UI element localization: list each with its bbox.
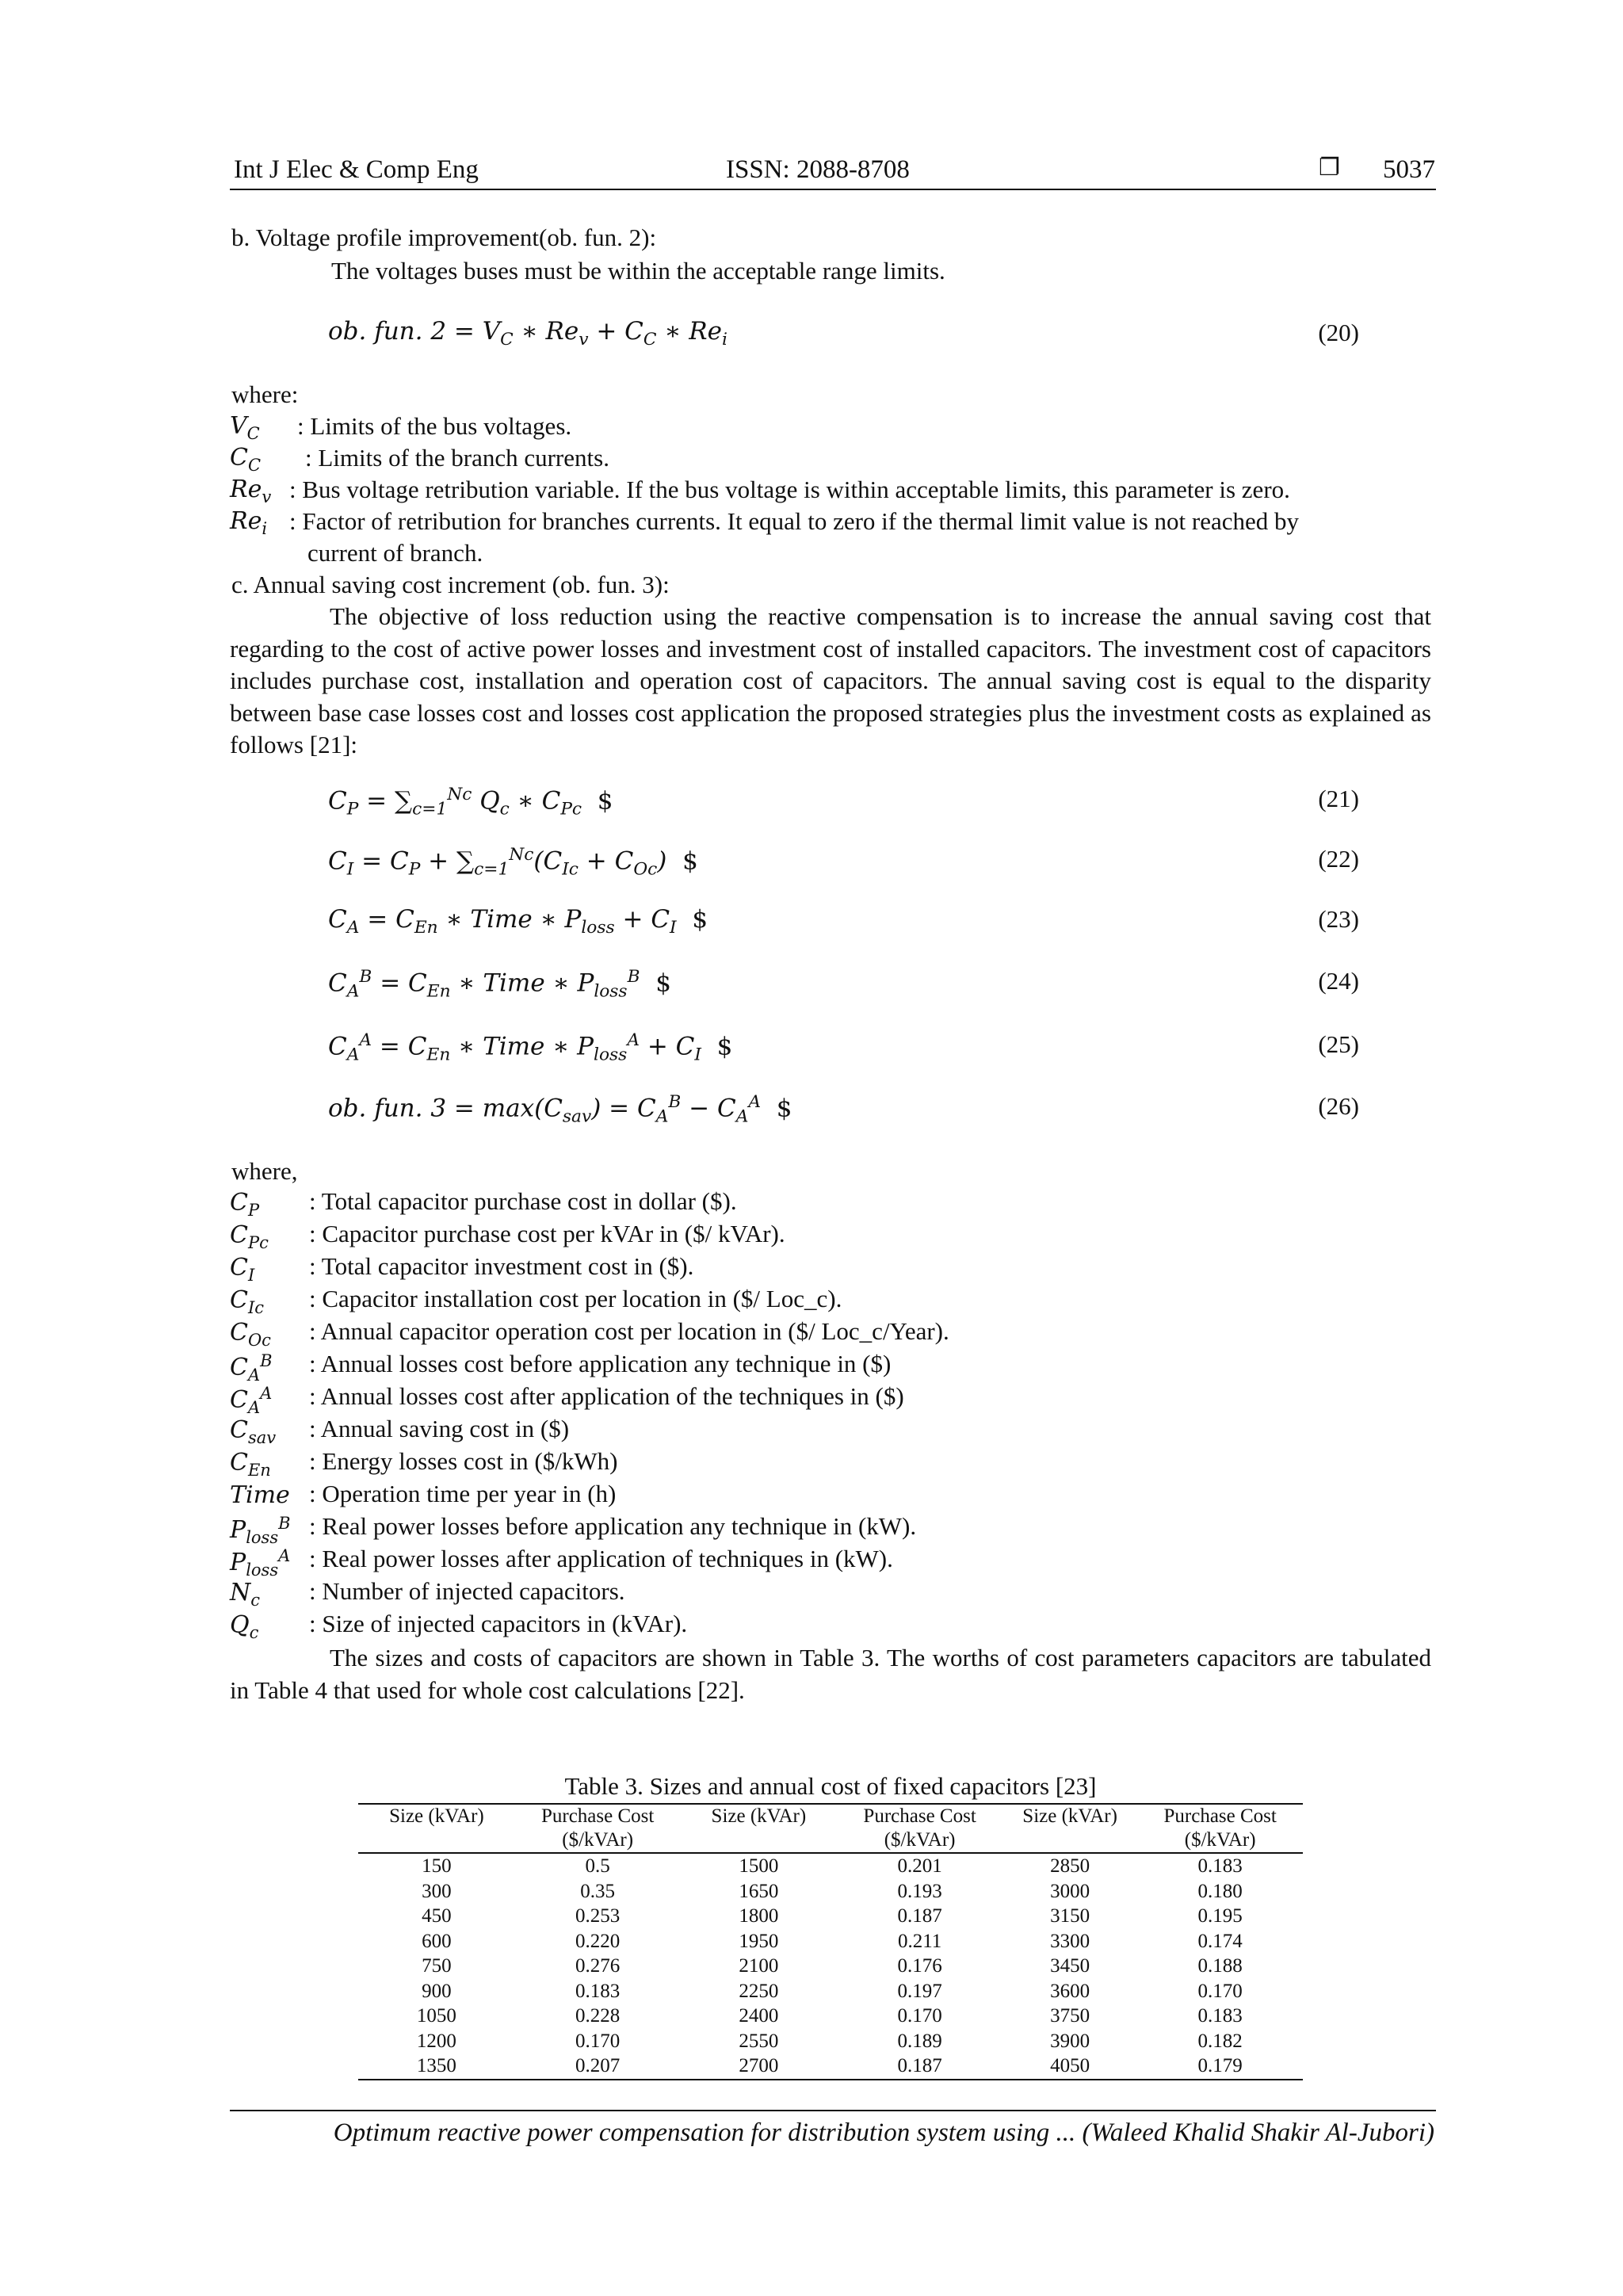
table-row bbox=[358, 1904, 1303, 1929]
where-label-1: where: bbox=[231, 380, 299, 408]
table-cell: 0.228 bbox=[575, 2005, 621, 2027]
table-cell: 2400 bbox=[739, 2005, 779, 2027]
equation-25: $C_A^A = C_{En}$ ∗ Time ∗ $P_{loss}^A + C_I$ $ bbox=[328, 1030, 733, 1065]
eq-number-20: (20) bbox=[1318, 319, 1359, 346]
header-size-2: Size (kVAr) bbox=[680, 1804, 837, 1853]
eq-number-25: (25) bbox=[1318, 1030, 1359, 1058]
table-cell: 2550 bbox=[739, 2030, 779, 2052]
table-cell: 0.187 bbox=[837, 2053, 1002, 2080]
box-icon: ❐ bbox=[1319, 154, 1340, 181]
symbol-qc: $Q_c$ bbox=[230, 1611, 259, 1642]
table-row bbox=[358, 2053, 1303, 2080]
eq-number-23: (23) bbox=[1318, 905, 1359, 933]
table-cell: 0.176 bbox=[897, 1955, 942, 1977]
table-cell: 0.5 bbox=[585, 1855, 610, 1877]
section-c-title: c. Annual saving cost increment (ob. fun. 3): bbox=[231, 571, 670, 598]
symbol-nc: $N_c$ bbox=[230, 1579, 261, 1610]
table-cell: 0.35 bbox=[580, 1880, 616, 1902]
equation-20: ob. fun. $2 = V_C$ ∗ $Re_v + C_C$ ∗ $Re_i$ bbox=[328, 317, 727, 350]
def-rei-cont: current of branch. bbox=[307, 539, 483, 567]
page-number: 5037 bbox=[1383, 155, 1435, 184]
table-row bbox=[358, 1929, 1303, 1954]
table-cell: 600 bbox=[422, 1930, 452, 1952]
section-b-title: b. Voltage profile improvement(ob. fun. 2): bbox=[231, 223, 657, 251]
table-cell: 0.193 bbox=[897, 1880, 942, 1902]
table-cell: 0.174 bbox=[1197, 1930, 1243, 1952]
def-ci: : Total capacitor investment cost in ($). bbox=[309, 1252, 694, 1280]
table-row bbox=[358, 1954, 1303, 1979]
table-cell: 0.183 bbox=[575, 1980, 621, 2002]
table-cell: 0.170 bbox=[897, 2005, 942, 2027]
footer-text: Optimum reactive power compensation for distribution system using ... (Waleed Khalid Shakir Al-Jubori) bbox=[333, 2118, 1434, 2147]
table-cell: 0.220 bbox=[575, 1930, 621, 1952]
def-caa: : Annual losses cost after application of the techniques in ($) bbox=[309, 1382, 904, 1410]
table-cell: 0.183 bbox=[1197, 2005, 1243, 2027]
table-cell: 450 bbox=[422, 1905, 452, 1927]
equation-26: ob. fun. $3 = \max(C_{sav}) = C_A^B - C_A^A$ $ bbox=[328, 1092, 792, 1127]
table-cell: 300 bbox=[422, 1880, 452, 1902]
table-cell: 3750 bbox=[1050, 2005, 1090, 2027]
closing-paragraph: The sizes and costs of capacitors are shown in Table 3. The worths of cost parameters capacitors are tabulated in Table 4 that used for whole cost calculations [22]. bbox=[230, 1644, 1431, 1704]
def-coc: : Annual capacitor operation cost per location in ($/ Loc_c/Year). bbox=[309, 1317, 949, 1345]
def-rei: : Factor of retribution for branches currents. It equal to zero if the thermal limit value is not reached by bbox=[289, 507, 1299, 535]
table-cell: 0.170 bbox=[575, 2030, 621, 2052]
symbol-vc: $V_C$ bbox=[230, 412, 260, 443]
table-cell: 0.180 bbox=[1197, 1880, 1243, 1902]
table-cell: 3900 bbox=[1050, 2030, 1090, 2052]
table-cell: 1200 bbox=[416, 2030, 456, 2052]
symbol-cpc: $C_{Pc}$ bbox=[230, 1221, 269, 1252]
table-cell: 1350 bbox=[358, 2053, 515, 2080]
equation-21: $C_P = \sum_{c=1}^{Nc}$ $Q_c$ ∗ $C_{Pc}$ $ bbox=[328, 785, 613, 819]
symbol-plossa: $P_{loss}^A$ bbox=[230, 1546, 291, 1580]
table-caption: Table 3. Sizes and annual cost of fixed capacitors [23] bbox=[564, 1772, 1097, 1800]
def-cic: : Capacitor installation cost per location in ($/ Loc_c). bbox=[309, 1285, 842, 1312]
header-cost-3: Purchase Cost ($/kVAr) bbox=[1137, 1804, 1303, 1853]
table-cell: 0.253 bbox=[575, 1905, 621, 1927]
table-cell: 1650 bbox=[739, 1880, 779, 1902]
table-body bbox=[358, 1853, 1303, 2080]
table-cell: 3300 bbox=[1050, 1930, 1090, 1952]
table-cell: 2250 bbox=[739, 1980, 779, 2002]
table-cell: 0.189 bbox=[897, 2030, 942, 2052]
def-rev: : Bus voltage retribution variable. If the bus voltage is within acceptable limits, this parameter is zero. bbox=[289, 476, 1290, 503]
table-cell: 1950 bbox=[739, 1930, 779, 1952]
table-cell: 2850 bbox=[1050, 1855, 1090, 1877]
table-cell: 0.197 bbox=[897, 1980, 942, 2002]
def-csav: : Annual saving cost in ($) bbox=[309, 1415, 570, 1442]
where-label-2: where, bbox=[231, 1157, 298, 1185]
symbol-cc: $C_C$ bbox=[230, 444, 262, 475]
table-cell: 2100 bbox=[739, 1955, 779, 1977]
table-cell: 150 bbox=[422, 1855, 452, 1877]
symbol-csav: $C_{sav}$ bbox=[230, 1416, 277, 1447]
table-cell: 900 bbox=[422, 1980, 452, 2002]
section-c-paragraph: The objective of loss reduction using the reactive compensation is to increase the annual saving cost that regarding to the cost of active power losses and investment cost of installed capacitors. The investment cost of capacitors includes purchase cost, installation and operation cost of capacitors. The annual saving cost is equal to the disparity between base case losses cost and losses cost application the proposed strategies plus the investment costs as explained as follows [21]: bbox=[230, 602, 1431, 758]
table-cell: 0.183 bbox=[1197, 1855, 1243, 1877]
def-cab: : Annual losses cost before application any technique in ($) bbox=[309, 1350, 892, 1377]
symbol-cab: $C_A^B$ bbox=[230, 1351, 273, 1385]
equation-22: $C_I = C_P + \sum_{c=1}^{Nc}(C_{Ic} + C_{Oc})$ $ bbox=[328, 845, 698, 880]
table-cell: 0.187 bbox=[897, 1905, 942, 1927]
symbol-cic: $C_{Ic}$ bbox=[230, 1286, 265, 1317]
eq-number-26: (26) bbox=[1318, 1092, 1359, 1120]
equation-24: $C_A^B = C_{En}$ ∗ Time ∗ $P_{loss}^B$ $ bbox=[328, 967, 671, 1002]
def-cp: : Total capacitor purchase cost in dollar ($). bbox=[309, 1187, 737, 1215]
symbol-cp: $C_P$ bbox=[230, 1189, 260, 1220]
header-rule bbox=[230, 189, 1436, 190]
table-cell: 0.170 bbox=[1197, 1980, 1243, 2002]
symbol-plossb: $P_{loss}^B$ bbox=[230, 1514, 291, 1547]
def-qc: : Size of injected capacitors in (kVAr). bbox=[309, 1610, 688, 1637]
table-cell: 3600 bbox=[1050, 1980, 1090, 2002]
table-cell: 1050 bbox=[416, 2005, 456, 2027]
eq-number-24: (24) bbox=[1318, 967, 1359, 995]
table-cell: 0.207 bbox=[515, 2053, 681, 2080]
symbol-time: Time bbox=[230, 1481, 290, 1509]
table-3 bbox=[358, 1803, 1303, 2080]
table-cell: 1800 bbox=[739, 1905, 779, 1927]
table-cell: 0.201 bbox=[897, 1855, 942, 1877]
def-cpc: : Capacitor purchase cost per kVAr in ($/ kVAr). bbox=[309, 1220, 785, 1247]
table-cell: 1500 bbox=[739, 1855, 779, 1877]
symbol-caa: $C_A^A$ bbox=[230, 1384, 273, 1417]
footer-rule bbox=[230, 2110, 1436, 2111]
def-nc: : Number of injected capacitors. bbox=[309, 1577, 625, 1605]
table-cell: 3450 bbox=[1050, 1955, 1090, 1977]
table-cell: 3150 bbox=[1050, 1905, 1090, 1927]
journal-name: Int J Elec & Comp Eng bbox=[234, 155, 479, 184]
table-cell: 0.276 bbox=[575, 1955, 621, 1977]
table-cell: 0.182 bbox=[1197, 2030, 1243, 2052]
eq-number-22: (22) bbox=[1318, 845, 1359, 873]
symbol-rei: $Re_i$ bbox=[230, 507, 268, 538]
table-cell: 4050 bbox=[1002, 2053, 1137, 2080]
def-plossa: : Real power losses after application of techniques in (kW). bbox=[309, 1545, 893, 1572]
table-cell: 0.188 bbox=[1197, 1955, 1243, 1977]
table-row bbox=[358, 2004, 1303, 2029]
table-row bbox=[358, 1979, 1303, 2004]
table-cell: 2700 bbox=[680, 2053, 837, 2080]
def-vc: : Limits of the bus voltages. bbox=[297, 412, 572, 440]
header-cost-2: Purchase Cost ($/kVAr) bbox=[837, 1804, 1002, 1853]
def-cc: : Limits of the branch currents. bbox=[305, 444, 609, 472]
symbol-coc: $C_{Oc}$ bbox=[230, 1319, 271, 1350]
def-plossb: : Real power losses before application any technique in (kW). bbox=[309, 1512, 917, 1540]
eq-number-21: (21) bbox=[1318, 785, 1359, 812]
symbol-cen: $C_{En}$ bbox=[230, 1449, 271, 1480]
symbol-rev: $Re_v$ bbox=[230, 476, 272, 506]
table-row bbox=[358, 1879, 1303, 1904]
table-cell: 750 bbox=[422, 1955, 452, 1977]
section-b-text: The voltages buses must be within the acceptable range limits. bbox=[331, 257, 945, 285]
header-size-1: Size (kVAr) bbox=[358, 1804, 515, 1853]
table-row bbox=[358, 1853, 1303, 1879]
table-cell: 0.179 bbox=[1137, 2053, 1303, 2080]
def-time: : Operation time per year in (h) bbox=[309, 1480, 617, 1507]
table-cell: 3000 bbox=[1050, 1880, 1090, 1902]
table-cell: 0.211 bbox=[897, 1930, 942, 1952]
symbol-ci: $C_I$ bbox=[230, 1254, 255, 1285]
table-cell: 0.195 bbox=[1197, 1905, 1243, 1927]
header-cost-1: Purchase Cost ($/kVAr) bbox=[515, 1804, 681, 1853]
header-size-3: Size (kVAr) bbox=[1002, 1804, 1137, 1853]
def-cen: : Energy losses cost in ($/kWh) bbox=[309, 1447, 618, 1475]
equation-23: $C_A = C_{En}$ ∗ Time ∗ $P_{loss} + C_I$ $ bbox=[328, 905, 708, 938]
table-row bbox=[358, 2029, 1303, 2054]
issn: ISSN: 2088-8708 bbox=[726, 155, 910, 184]
